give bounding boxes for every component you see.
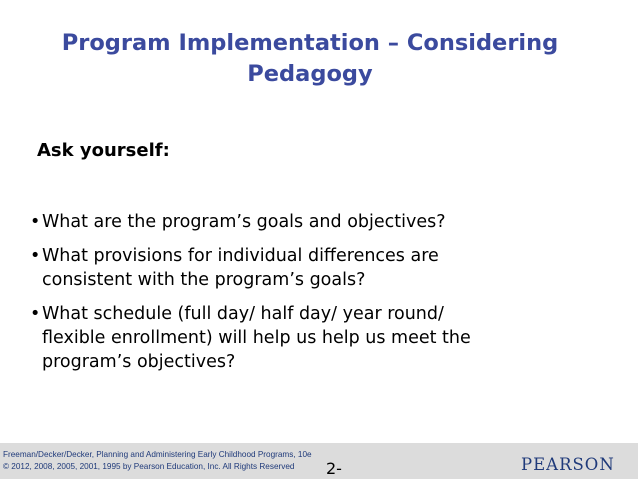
list-item-line: What schedule (full day/ half day/ year round/ bbox=[42, 304, 444, 324]
list-item-text bbox=[42, 244, 590, 292]
list-item bbox=[30, 302, 590, 374]
bullet-icon: • bbox=[30, 212, 41, 232]
bullet-icon: • bbox=[30, 246, 41, 266]
list-item bbox=[30, 210, 590, 234]
footer-bar bbox=[0, 443, 638, 479]
list-item bbox=[30, 244, 590, 292]
page-number: 2- bbox=[326, 459, 342, 478]
copyright-credit bbox=[3, 449, 312, 473]
slide-title bbox=[20, 28, 600, 90]
bullet-icon: • bbox=[30, 304, 41, 324]
list-item-line: What provisions for individual differences are bbox=[42, 246, 439, 266]
credit-line-2: © 2012, 2008, 2005, 2001, 1995 by Pearson Education, Inc. All Rights Reserved bbox=[3, 462, 295, 471]
list-item-line: program’s objectives? bbox=[42, 352, 236, 372]
question-list bbox=[30, 210, 590, 384]
slide-title-line-1: Program Implementation – Considering bbox=[61, 30, 559, 56]
slide-title-line-2: Pedagogy bbox=[247, 61, 373, 87]
list-item-line: consistent with the program’s goals? bbox=[42, 270, 366, 290]
list-item-line: flexible enrollment) will help us help us meet the bbox=[42, 328, 471, 348]
pearson-logo: PEARSON bbox=[521, 455, 615, 474]
credit-line-1: Freeman/Decker/Decker, Planning and Administering Early Childhood Programs, 10e bbox=[3, 450, 312, 459]
list-item-text bbox=[42, 302, 590, 374]
ask-yourself-heading: Ask yourself: bbox=[37, 140, 170, 161]
list-item-text bbox=[42, 210, 590, 234]
list-item-line: What are the program’s goals and objectives? bbox=[42, 212, 446, 232]
